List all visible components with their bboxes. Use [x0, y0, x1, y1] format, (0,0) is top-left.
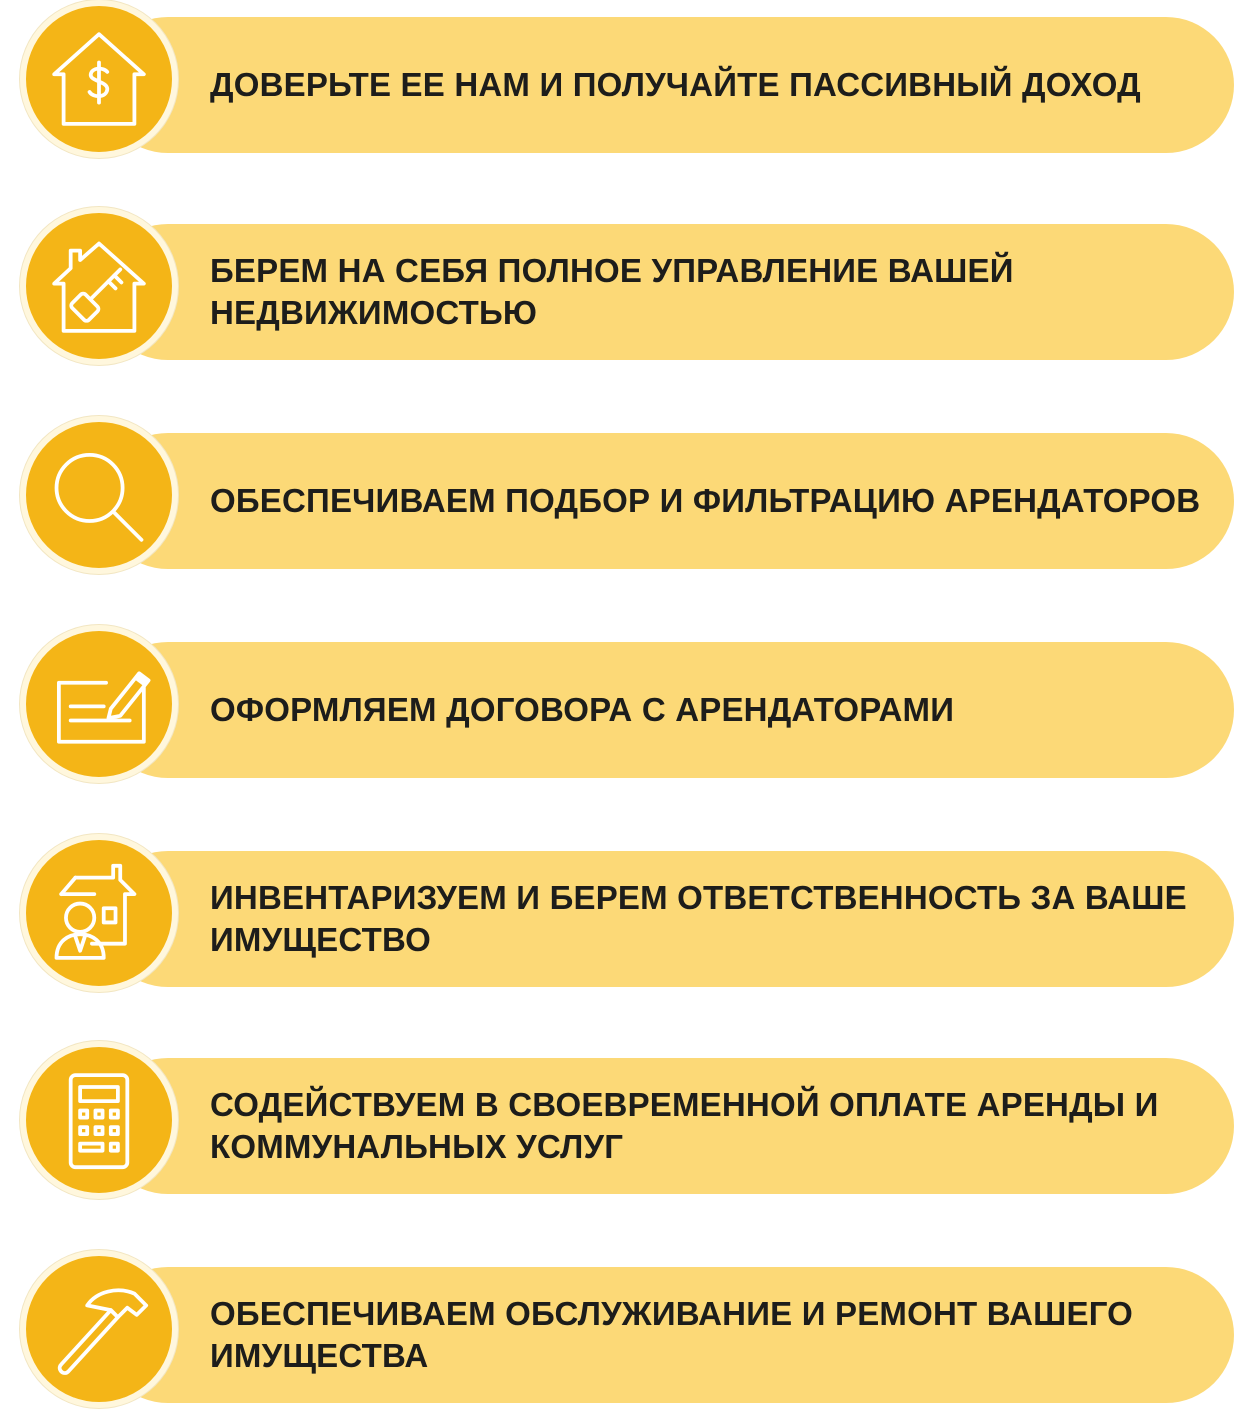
- service-text: СОДЕЙСТВУЕМ В СВОЕВРЕМЕННОЙ ОПЛАТЕ АРЕНДЫ И КОММУНАЛЬНЫХ УСЛУГ: [210, 1086, 1159, 1165]
- service-text: ИНВЕНТАРИЗУЕМ И БЕРЕМ ОТВЕТСТВЕННОСТЬ ЗА ВАШЕ ИМУЩЕСТВО: [210, 879, 1187, 958]
- house-person-icon: [40, 854, 158, 972]
- house-key-icon: [40, 227, 158, 345]
- calculator-icon: [40, 1061, 158, 1179]
- check-pen-icon: [40, 645, 158, 763]
- service-text: БЕРЕМ НА СЕБЯ ПОЛНОЕ УПРАВЛЕНИЕ ВАШЕЙ НЕДВИЖИМОСТЬЮ: [210, 252, 1014, 331]
- service-item: [0, 834, 1254, 1004]
- service-text: ДОВЕРЬТЕ ЕЕ НАМ И ПОЛУЧАЙТЕ ПАССИВНЫЙ ДОХОД: [210, 66, 1141, 103]
- icon-badge: [20, 1250, 178, 1408]
- icon-badge: [20, 1041, 178, 1199]
- service-item: [0, 416, 1254, 586]
- house-dollar-icon: [40, 20, 158, 138]
- service-item: [0, 0, 1254, 170]
- service-text: ОБЕСПЕЧИВАЕМ ПОДБОР И ФИЛЬТРАЦИЮ АРЕНДАТОРОВ: [210, 482, 1201, 519]
- service-text: ОБЕСПЕЧИВАЕМ ОБСЛУЖИВАНИЕ И РЕМОНТ ВАШЕГО ИМУЩЕСТВА: [210, 1295, 1134, 1374]
- icon-badge: [20, 416, 178, 574]
- service-item: [0, 207, 1254, 377]
- icon-badge: [20, 625, 178, 783]
- icon-badge: [20, 834, 178, 992]
- service-item: [0, 1041, 1254, 1211]
- icon-badge: [20, 0, 178, 158]
- magnifier-icon: [40, 436, 158, 554]
- service-item: [0, 625, 1254, 795]
- service-item: [0, 1250, 1254, 1420]
- icon-badge: [20, 207, 178, 365]
- hammer-icon: [40, 1270, 158, 1388]
- service-text: ОФОРМЛЯЕМ ДОГОВОРА С АРЕНДАТОРАМИ: [210, 691, 955, 728]
